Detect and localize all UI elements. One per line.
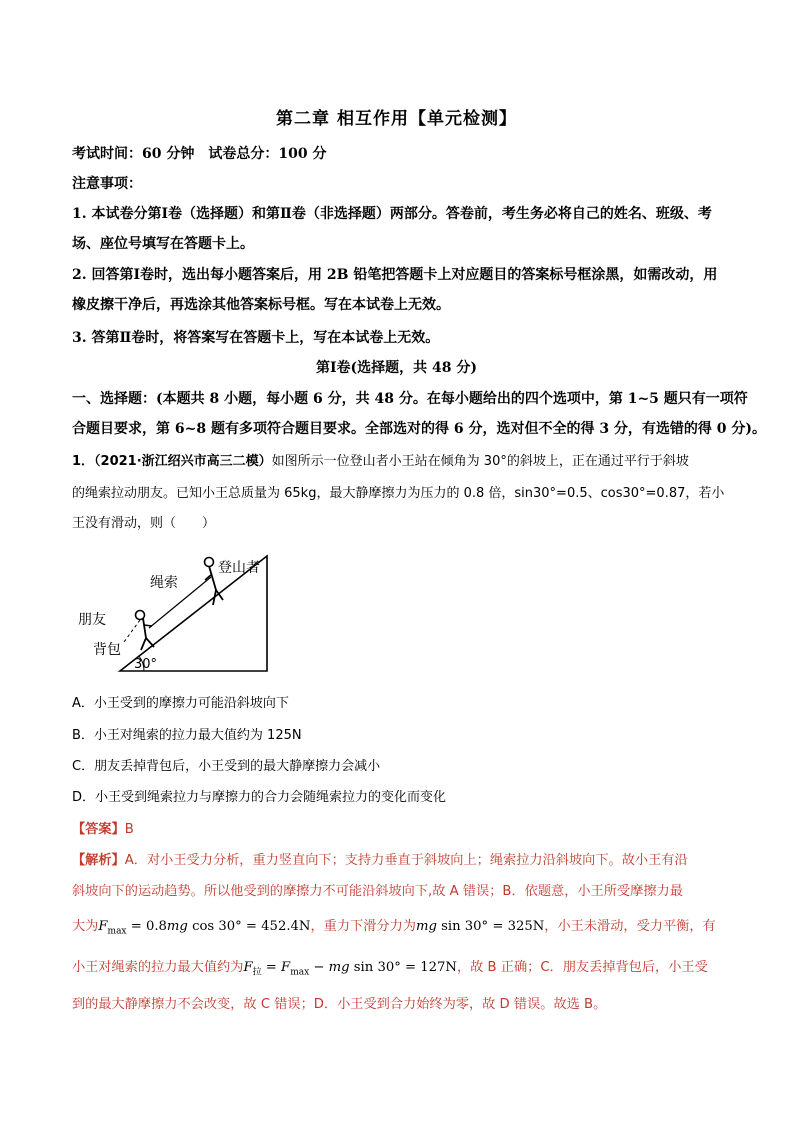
- analysis-line: [72, 851, 732, 871]
- backpack-line: [124, 620, 140, 642]
- analysis-text: ，重力下滑分力为: [310, 919, 416, 934]
- analysis-tag: 【解析】: [72, 853, 125, 868]
- question-source: 1．（2021·浙江绍兴市高三二模）: [72, 454, 272, 469]
- notice-line: 场、座位号填写在答题卡上。: [72, 236, 254, 252]
- formula-rope-tension: $F_拉 = F_{max}$ − mg sin 30° = 127N: [243, 960, 457, 978]
- option-c: C．朋友丢掉背包后，小王受到的最大静摩擦力会减小: [72, 759, 381, 774]
- analysis-line: 到的最大静摩擦力不会改变，故 C 错误；D．小王受到合力始终为零，故 D 错误。故选 B。: [72, 997, 607, 1012]
- answer-tag: 【答案】: [72, 822, 125, 837]
- label-climber: 登山者: [218, 560, 260, 576]
- analysis-text: 大为: [72, 919, 99, 934]
- section-intro-line: 一、选择题：(本题共 8 小题，每小题 6 分，共 48 分。在每小题给出的四个选项中，第 1~5 题只有一项符: [72, 391, 748, 407]
- notice-line: 3. 答第Ⅱ卷时，将答案写在答题卡上，写在本试卷上无效。: [72, 330, 440, 346]
- answer-value: B: [124, 822, 134, 837]
- notice-line: 橡皮擦干净后，再选涂其他答案标号框。写在本试卷上无效。: [72, 297, 450, 313]
- analysis-text: ，故 B 正确；C．朋友丢掉背包后，小王受: [456, 960, 708, 975]
- notice-line: 2. 回答第Ⅰ卷时，选出每小题答案后，用 2B 铅笔把答题卡上对应题目的答案标号框涂黑，如需改动，用: [72, 267, 718, 283]
- analysis-line: [72, 917, 732, 942]
- part1-title: 第Ⅰ卷(选择题，共 48 分): [315, 360, 478, 376]
- question-stem-line: 的绳索拉动朋友。已知小王总质量为 65kg，最大静摩擦力为压力的 0.8 倍，sin30°=0.5、cos30°=0.87，若小: [72, 486, 725, 501]
- question-stem-text: 如图所示一位登山者小王站在倾角为 30°的斜坡上，正在通过平行于斜坡: [271, 454, 689, 469]
- label-rope: 绳索: [150, 575, 178, 591]
- option-d: D．小王受到绳索拉力与摩擦力的合力会随绳索拉力的变化而变化: [72, 790, 447, 805]
- answer-line: [72, 820, 732, 840]
- section-intro-line: 合题目要求，第 6~8 题有多项符合题目要求。全部选对的得 6 分，选对但不全的得 3 分，有选错的得 0 分)。: [72, 421, 767, 437]
- analysis-text: 小王对绳索的拉力最大值约为: [72, 960, 244, 975]
- exam-info: 考试时间：60 分钟 试卷总分：100 分: [72, 146, 327, 162]
- notice-line: 1. 本试卷分第Ⅰ卷（选择题）和第Ⅱ卷（非选择题）两部分。答卷前，考生务必将自己的姓名、班级、考: [72, 206, 712, 222]
- notice-heading: 注意事项：: [72, 176, 142, 192]
- formula-max-friction: $F_{max} = 0.8mg$ cos 30° = 452.4N: [98, 919, 311, 937]
- question-stem-line: 王没有滑动，则（ ）: [72, 516, 216, 531]
- option-a: A．小王受到的摩擦力可能沿斜坡向下: [72, 696, 289, 711]
- friend-figure: [136, 611, 155, 651]
- option-b: B．小王对绳索的拉力最大值约为 125N: [72, 728, 302, 743]
- label-friend: 朋友: [78, 612, 106, 628]
- question-stem: [72, 452, 732, 472]
- label-backpack: 背包: [93, 642, 121, 658]
- analysis-text: A．对小王受力分析，重力竖直向下；支持力垂直于斜坡向上；绳索拉力沿斜坡向下。故小王有沿: [124, 853, 688, 868]
- page-title: 第二章 相互作用【单元检测】: [276, 109, 517, 129]
- label-angle: 30°: [134, 657, 158, 672]
- incline-figure: [68, 550, 283, 675]
- analysis-line: [72, 958, 732, 983]
- analysis-text: ，小王未滑动，受力平衡，有: [544, 919, 716, 934]
- analysis-line: 斜坡向下的运动趋势。所以他受到的摩擦力不可能沿斜坡向下,故 A 错误；B．依题意，小王所受摩擦力最: [72, 884, 683, 899]
- formula-gravity-component: mg sin 30° = 325N: [415, 919, 545, 934]
